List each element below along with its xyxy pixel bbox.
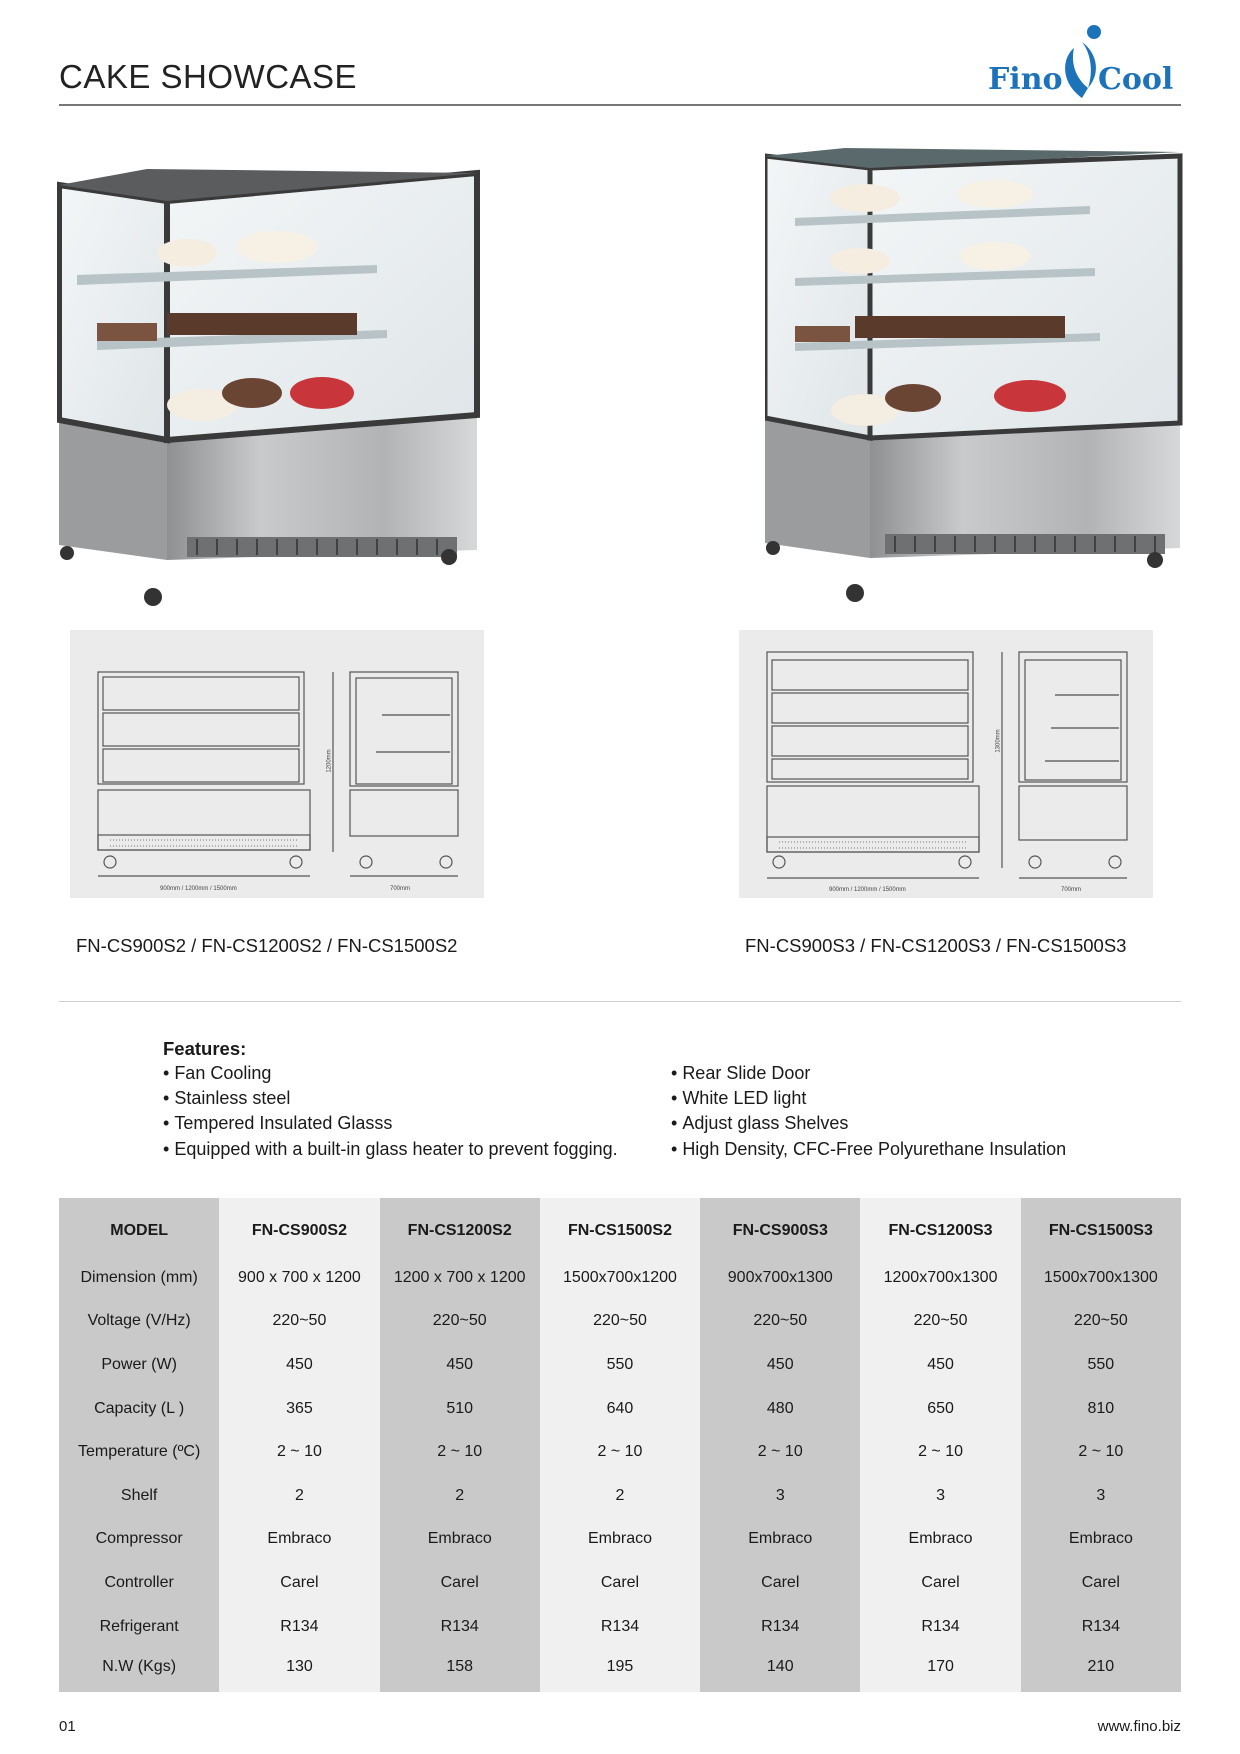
table-header-cell: FN-CS1500S3	[1021, 1198, 1181, 1256]
table-row	[59, 1561, 1181, 1605]
table-cell: 650	[860, 1387, 1020, 1431]
product-photo-3-shelf	[765, 148, 1185, 610]
table-row-label: Shelf	[59, 1474, 219, 1518]
feature-item: • Rear Slide Door	[671, 1061, 1066, 1086]
drawing-width-label: 900mm / 1200mm / 1500mm	[160, 886, 237, 892]
table-cell: Embraco	[860, 1518, 1020, 1562]
table-row-label: Power (W)	[59, 1343, 219, 1387]
feature-item: • Tempered Insulated Glasss	[163, 1111, 618, 1136]
table-cell: 220~50	[860, 1300, 1020, 1344]
features-list-right	[671, 1061, 1066, 1162]
table-cell: 210	[1021, 1648, 1181, 1692]
table-row	[59, 1256, 1181, 1300]
table-cell: 550	[1021, 1343, 1181, 1387]
table-cell: 170	[860, 1648, 1020, 1692]
table-cell: Embraco	[1021, 1518, 1181, 1562]
models-line-3-shelf: FN-CS900S3 / FN-CS1200S3 / FN-CS1500S3	[745, 935, 1127, 956]
feature-item: • Fan Cooling	[163, 1061, 618, 1086]
table-cell: 1500x700x1300	[1021, 1256, 1181, 1300]
models-line-2-shelf: FN-CS900S2 / FN-CS1200S2 / FN-CS1500S2	[76, 935, 458, 956]
table-cell: 1200 x 700 x 1200	[380, 1256, 540, 1300]
table-cell: 3	[700, 1474, 860, 1518]
table-cell: 1500x700x1200	[540, 1256, 700, 1300]
table-cell: 2 ~ 10	[380, 1430, 540, 1474]
table-cell: 810	[1021, 1387, 1181, 1431]
fino-cool-logo	[990, 22, 1190, 104]
table-row	[59, 1474, 1181, 1518]
table-cell: 510	[380, 1387, 540, 1431]
table-cell: 480	[700, 1387, 860, 1431]
table-cell: Carel	[860, 1561, 1020, 1605]
features-list-left	[163, 1061, 618, 1162]
table-cell: R134	[860, 1605, 1020, 1649]
table-header-cell: FN-CS1200S3	[860, 1198, 1020, 1256]
table-cell: Carel	[380, 1561, 540, 1605]
table-row-label: Dimension (mm)	[59, 1256, 219, 1300]
table-cell: 3	[860, 1474, 1020, 1518]
table-header-row	[59, 1198, 1181, 1256]
table-cell: 900x700x1300	[700, 1256, 860, 1300]
table-header-cell: MODEL	[59, 1198, 219, 1256]
page-number: 01	[59, 1718, 76, 1735]
table-cell: 365	[219, 1387, 379, 1431]
table-row	[59, 1430, 1181, 1474]
technical-drawing-3-shelf	[739, 630, 1153, 898]
table-cell: 1200x700x1300	[860, 1256, 1020, 1300]
table-row-label: Refrigerant	[59, 1605, 219, 1649]
table-cell: 450	[860, 1343, 1020, 1387]
table-cell: Embraco	[219, 1518, 379, 1562]
table-cell: 900 x 700 x 1200	[219, 1256, 379, 1300]
table-cell: 450	[380, 1343, 540, 1387]
table-cell: 450	[700, 1343, 860, 1387]
table-header-cell: FN-CS1200S2	[380, 1198, 540, 1256]
table-header-cell: FN-CS900S2	[219, 1198, 379, 1256]
section-divider	[59, 1001, 1181, 1002]
table-row	[59, 1648, 1181, 1692]
table-cell: 2 ~ 10	[700, 1430, 860, 1474]
drawing-height-label: 1200mm	[326, 749, 333, 773]
table-cell: 220~50	[700, 1300, 860, 1344]
feature-item: • Stainless steel	[163, 1086, 618, 1111]
table-cell: R134	[700, 1605, 860, 1649]
table-cell: 2	[219, 1474, 379, 1518]
product-photo-2-shelf	[57, 165, 487, 615]
logo-text-fino: Fino	[988, 62, 1063, 97]
page-title: CAKE SHOWCASE	[59, 58, 358, 95]
table-cell: 220~50	[540, 1300, 700, 1344]
technical-drawing-2-shelf	[70, 630, 484, 898]
table-row-label: Voltage (V/Hz)	[59, 1300, 219, 1344]
table-row-label: N.W (Kgs)	[59, 1648, 219, 1692]
table-cell: 158	[380, 1648, 540, 1692]
table-cell: 220~50	[1021, 1300, 1181, 1344]
table-cell: 550	[540, 1343, 700, 1387]
table-cell: 140	[700, 1648, 860, 1692]
table-row-label: Capacity (L )	[59, 1387, 219, 1431]
table-cell: R134	[219, 1605, 379, 1649]
table-cell: R134	[380, 1605, 540, 1649]
table-cell: 2 ~ 10	[219, 1430, 379, 1474]
table-cell: Embraco	[700, 1518, 860, 1562]
table-cell: Embraco	[380, 1518, 540, 1562]
header-divider	[59, 104, 1181, 106]
website-url: www.fino.biz	[1097, 1718, 1181, 1735]
table-cell: R134	[1021, 1605, 1181, 1649]
table-row	[59, 1605, 1181, 1649]
table-cell: 640	[540, 1387, 700, 1431]
table-cell: 2 ~ 10	[1021, 1430, 1181, 1474]
table-cell: 220~50	[380, 1300, 540, 1344]
logo-text-cool: Cool	[1098, 62, 1174, 97]
table-cell: 2	[540, 1474, 700, 1518]
table-cell: R134	[540, 1605, 700, 1649]
table-cell: Embraco	[540, 1518, 700, 1562]
table-row	[59, 1518, 1181, 1562]
table-header-cell: FN-CS1500S2	[540, 1198, 700, 1256]
specifications-table	[59, 1198, 1181, 1692]
table-row	[59, 1387, 1181, 1431]
table-cell: 220~50	[219, 1300, 379, 1344]
table-cell: Carel	[700, 1561, 860, 1605]
table-row-label: Temperature (ºC)	[59, 1430, 219, 1474]
table-cell: Carel	[219, 1561, 379, 1605]
table-row-label: Controller	[59, 1561, 219, 1605]
table-cell: Carel	[1021, 1561, 1181, 1605]
table-header-cell: FN-CS900S3	[700, 1198, 860, 1256]
table-row	[59, 1343, 1181, 1387]
feature-item: • High Density, CFC-Free Polyurethane Insulation	[671, 1137, 1066, 1162]
table-row-label: Compressor	[59, 1518, 219, 1562]
feature-item: • Adjust glass Shelves	[671, 1111, 1066, 1136]
table-cell: Carel	[540, 1561, 700, 1605]
table-row	[59, 1300, 1181, 1344]
feature-item: • White LED light	[671, 1086, 1066, 1111]
table-cell: 130	[219, 1648, 379, 1692]
features-title: Features:	[163, 1038, 247, 1059]
drawing-depth-label: 700mm	[1061, 887, 1082, 893]
table-cell: 195	[540, 1648, 700, 1692]
drawing-height-label: 1300mm	[995, 729, 1002, 753]
table-cell: 2	[380, 1474, 540, 1518]
drawing-depth-label: 700mm	[390, 886, 411, 892]
table-cell: 2 ~ 10	[540, 1430, 700, 1474]
table-cell: 450	[219, 1343, 379, 1387]
drawing-width-label: 900mm / 1200mm / 1500mm	[829, 887, 906, 893]
table-cell: 3	[1021, 1474, 1181, 1518]
table-cell: 2 ~ 10	[860, 1430, 1020, 1474]
feature-item: • Equipped with a built-in glass heater to prevent fogging.	[163, 1137, 618, 1162]
